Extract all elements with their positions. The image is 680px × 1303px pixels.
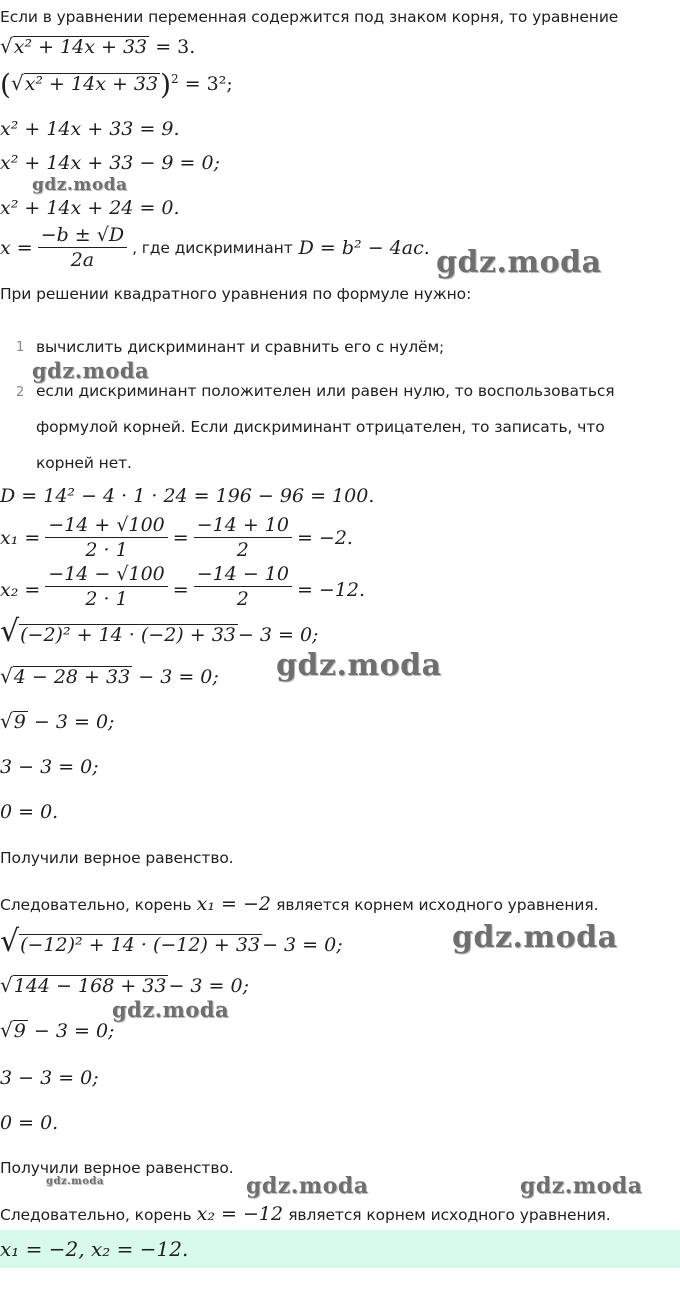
check1-line-4: 3 − 3 = 0;	[0, 756, 99, 778]
equation-rhs: = 3.	[155, 36, 196, 58]
quadratic-formula-line	[0, 224, 430, 272]
list-item-1: вычислить дискриминант и сравнить его с нулём;	[36, 338, 445, 356]
check1-line-2: √4 − 28 + 33 − 3 = 0;	[0, 664, 219, 688]
watermark-logo: gdz.moda	[452, 920, 618, 955]
check1-line-1: √(−2)² + 14 · (−2) + 33 − 3 = 0;	[0, 614, 319, 649]
formula-numerator: −b ± √D	[38, 224, 127, 248]
check2-line-2: √144 − 168 + 33 − 3 = 0;	[0, 973, 250, 997]
squared-line: $(√x^2 + 14x + 33)^2 = 3^2$;	[0, 68, 233, 101]
correct-statement-1: Получили верное равенство.	[0, 849, 234, 867]
equation-line	[0, 34, 195, 59]
correct-statement-2: Получили верное равенство.	[0, 1159, 234, 1177]
root-2-line: x₂ = $\frac{-14 - √100}{2 \cdot 1}$ = $\frac{-14 - 10}{2}$ = −12.	[0, 563, 366, 610]
step-line-3: x² + 14x + 24 = 0.	[0, 197, 180, 219]
watermark-logo: gdz.moda	[32, 175, 128, 195]
watermark-logo: gdz.moda	[32, 358, 150, 383]
formula-comment: , где дискриминант	[132, 238, 293, 257]
watermark-logo: gdz.moda	[112, 997, 230, 1022]
step-line-1: x² + 14x + 33 = 9.	[0, 118, 180, 140]
list-number-2: 2	[16, 385, 25, 400]
watermark-logo: gdz.moda	[436, 245, 602, 280]
list-item-2-line-3: корней нет.	[36, 454, 132, 472]
list-number-1: 1	[16, 340, 25, 355]
check2-line-5: 0 = 0.	[0, 1112, 59, 1134]
method-intro: При решении квадратного уравнения по формуле нужно:	[0, 285, 472, 303]
answer-box	[0, 1230, 680, 1268]
formula-fraction	[38, 224, 127, 272]
sqrt-expression: √x² + 14x + 33	[0, 34, 148, 58]
root-1-line: x₁ = $\frac{-14 + √100}{2 \cdot 1}$ = $\frac{-14 + 10}{2}$ = −2.	[0, 514, 353, 561]
watermark-logo: gdz.moda	[520, 1173, 643, 1199]
watermark-logo: gdz.moda	[46, 1176, 104, 1187]
check2-line-1: √(−12)² + 14 · (−12) + 33 − 3 = 0;	[0, 924, 343, 959]
watermark-logo: gdz.moda	[246, 1173, 369, 1199]
step-line-2: x² + 14x + 33 − 9 = 0;	[0, 152, 220, 174]
answer-text: x₁ = −2, x₂ = −12.	[0, 1237, 189, 1261]
list-item-2-line-2: формулой корней. Если дискриминант отрицателен, то записать, что	[36, 418, 605, 436]
watermark-logo: gdz.moda	[276, 648, 442, 683]
formula-denominator: 2a	[70, 248, 95, 271]
check2-line-3: √9 − 3 = 0;	[0, 1018, 115, 1042]
check2-line-4: 3 − 3 = 0;	[0, 1067, 99, 1089]
conclusion-1: Следовательно, корень x₁ = −2 является корнем исходного уравнения.	[0, 893, 599, 915]
check1-line-3: √9 − 3 = 0;	[0, 709, 115, 733]
formula-lhs: x =	[0, 236, 33, 259]
conclusion-2: Следовательно, корень x₂ = −12 является корнем исходного уравнения.	[0, 1203, 611, 1225]
intro-text: Если в уравнении переменная содержится под знаком корня, то уравнение	[0, 8, 619, 26]
squared-rhs: = 3²;	[184, 73, 233, 95]
list-item-2-line-1: если дискриминант положителен или равен нулю, то воспользоваться	[36, 382, 615, 400]
discriminant-formula: D = b² − 4ac.	[298, 236, 430, 259]
discriminant-calc: D = 14² − 4 · 1 · 24 = 196 − 96 = 100.	[0, 485, 375, 507]
check1-line-5: 0 = 0.	[0, 801, 59, 823]
